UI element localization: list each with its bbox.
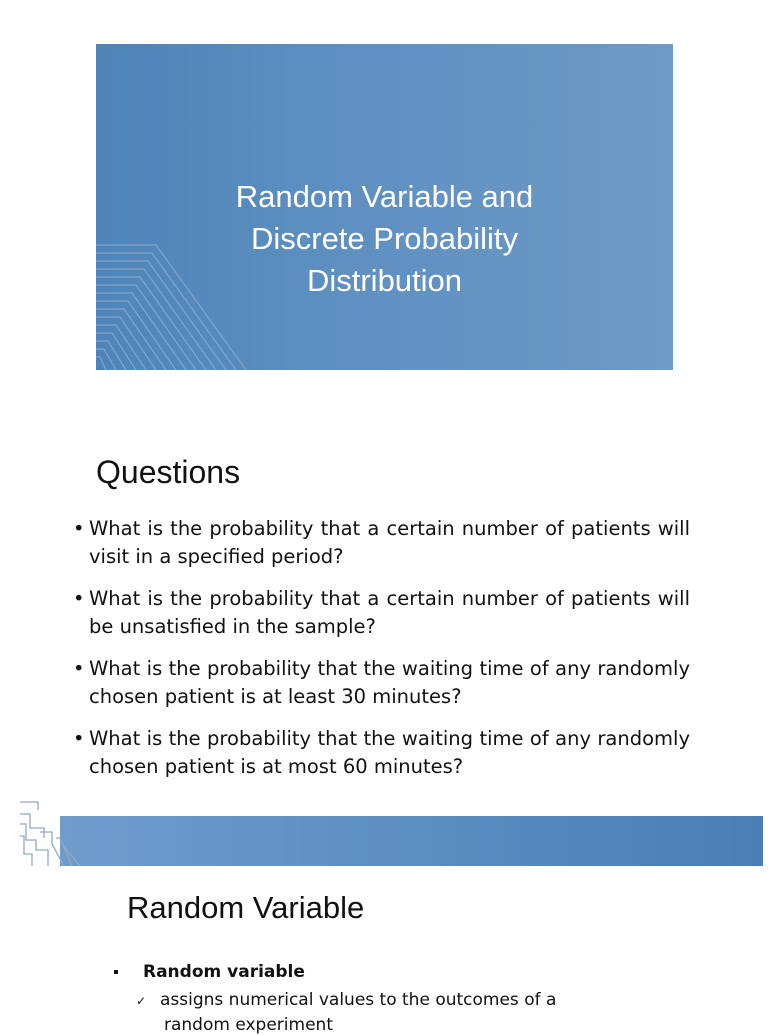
questions-list [72,515,690,795]
title-slide [96,44,673,370]
sub-point [136,990,556,1010]
question-item: • What is the probability that a certain number of patients will visit in a specified period? [72,515,690,571]
title-line-1: Random Variable and [235,179,534,214]
presentation-title [96,176,673,302]
check-icon: ✓ [136,994,147,1008]
header-band [20,816,763,866]
question-item: • What is the probability that the waiting time of any randomly chosen patient is at least 30 minutes? [72,655,690,711]
questions-heading: Questions [96,454,241,490]
square-bullet-icon [114,970,118,974]
sub-point-continued: random experiment [164,1015,333,1035]
sub-point-text: assigns numerical values to the outcomes of a [160,990,557,1010]
step-pattern-icon [20,788,84,868]
random-variable-heading: Random Variable [127,890,365,925]
bullet-term: Random variable [143,962,305,982]
title-line-3: Distribution [306,263,463,298]
question-item: • What is the probability that a certain number of patients will be unsatisfied in the sample? [72,585,690,641]
header-band-bar [60,816,763,866]
question-item: • What is the probability that the waiting time of any randomly chosen patient is at most 60 minutes? [72,725,690,781]
title-line-2: Discrete Probability [250,221,519,256]
